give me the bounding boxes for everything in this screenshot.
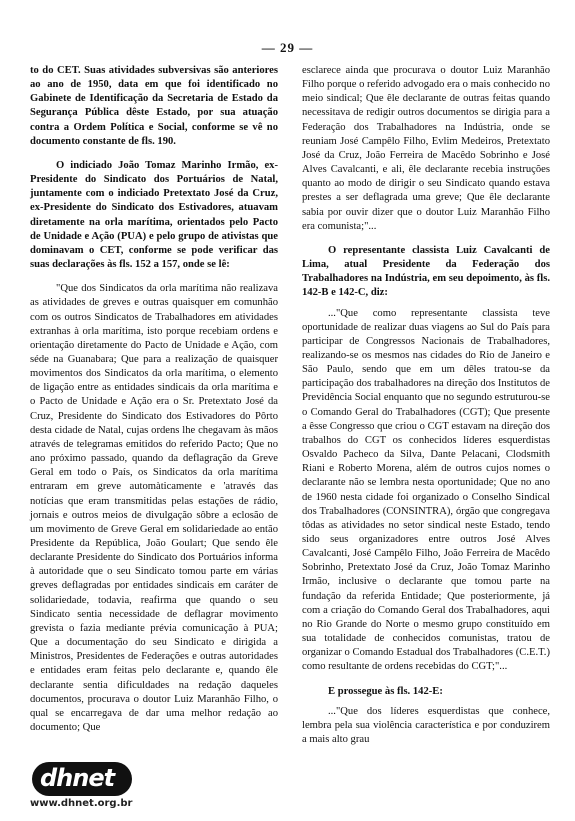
page-number: — 29 —	[261, 40, 314, 55]
right-column	[302, 64, 550, 747]
right-quote-2: ..."Que dos líderes esquerdistas que conhece, lembra pela sua violência característica e por conduzirem a mais alto grau	[302, 705, 550, 746]
right-quote: ..."Que como representante classista teve oportunidade de realizar duas viagens ao Sul do País para participar de Congressos Nacionais de Trabalhadores, realizando-se os mesmos nas cidades do Rio de Janeiro e São Paulo, sendo que em um dêles tratou-se da participação dos trabalhadores na direção dos Institutos de Previdência Social enquanto que no segundo estruturou-se o Comando Geral do Trabalhadores (CGT); Que presente a êsse Congresso que criou o CGT estavam na direção dos trabalhos do CGT os conhecidos líderes esquerdistas Osvaldo Pacheco da Silva, Dante Pelacani, Clodsmith Riani e Roberto Morena, além de outros cujos nomes o declarante não se lembra nesta oportunidade; Que no ano de 1960 nesta cidade foi organizado o Conselho Sindical dos Trabalhadores (CONSINTRA), órgão que congregava tôdas as atividades no setor sindical neste Estado, tendo sido seus organizadores entre outros José Alves Cavalcanti, José Campêlo Filho, João Ferreira de Macêdo Sobrinho, Pretextato José da Cruz, João Tomaz Marinho Irmão, inclusive o declarante que tomou parte na fundação da referida Entidade; Que posteriormente, já com a criação do Comando Geral dos Trabalhadores, aqui no Rio Grande do Norte o mesmo grupo constituído em sua totalidade de conhecidos comunistas, tratou de organizar o Comando Estadual dos Trabalhadores (C.E.T.) como resultante de ordens recebidas do CGT;"...	[302, 307, 550, 673]
left-column	[30, 64, 278, 735]
logo-text: dhnet	[40, 764, 115, 792]
right-paragraph-1: esclarece ainda que procurava o doutor Luiz Maranhão Filho porque o referido advogado era o mais conhecido no meio sindical; Que êle declarante de outras feitas quando necessitava de redigir outros documentos se dirigia para a Federação dos Trabalhadores na Indústria, onde se reuniam José Campêlo Filho, Evlim Medeiros, Pretextato José da Cruz, João Ferreira de Macêdo Sobrinho e José Alves Cavalcanti, e ali, êle declarante recebia instruções quanto ao modo de dirigir o seu Sindicato quando estava prestes a ser deflagrada uma greve; Que êle declarante sabia por ouvir dizer que o doutor Luiz Maranhão Filho era comunista;"...	[302, 65, 550, 232]
dhnet-logo[interactable]	[30, 762, 158, 812]
logo-url[interactable]: www.dhnet.org.br	[30, 798, 133, 809]
left-paragraph-1: to do CET. Suas atividades subversivas são anteriores ao ano de 1950, data em que foi identificado no Gabinete de Identificação da Secretaria de Estado da Segurança Pública dêste Estado, por sua atuação contra a Ordem Política e Social, conforme se vê no documento constante de fls. 190.	[30, 65, 278, 147]
right-paragraph-3: E prossegue às fls. 142-E:	[328, 685, 443, 697]
right-paragraph-2: O representante classista Luiz Cavalcanti de Lima, atual Presidente da Federação dos Trabalhadores na Indústria, em seu depoimento, às fls. 142-B e 142-C, diz:	[302, 244, 550, 299]
left-paragraph-2: O indiciado João Tomaz Marinho Irmão, ex-Presidente do Sindicato dos Portuários de Natal, juntamente com o indiciado Pretextato José da Cruz, ex-Presidente do Sindicato dos Estivadores, atuavam diretamente na orla marítima, orientados pelo Pacto de Unidade e Ação (PUA) e pelo grupo de ativistas que dominavam o CET, conforme se pode verificar das suas declarações às fls. 152 a 157, onde se lê:	[30, 159, 278, 271]
left-quote: "Que dos Sindicatos da orla marítima não realizava as atividades de greves e outras quaisquer em comunhão com os outros Sindicatos de Trabalhadores em atividades extranhas à orla marítima, isto porque recebiam ordens e orientação diretamente do Pacto de Unidade e Ação, com séde na Guanabara; Que para a realização de quaisquer movimentos dos Sindicatos da orla marítima, o elemento de ligação entre as entidades sindicais da orla marítima e o Pacto de Unidade e Ação era o Sr. Pretextato José da Cruz, Presidente do Sindicato dos Estivadores do Pôrto desta cidade de Natal, cujas ordens lhe chegavam às mãos através de telegramas emitidos do referido Pacto; Que no ano próximo passado, quando da deflagração da Greve Geral em todo o País, os Sindicatos da orla marítima entraram em greve automàticamente e 'através das notícias que eram transmitidas pelas estações de rádio, jornais e outros meios de divulgação sôbre a eclosão de um movimento de Greve Geral em solidariedade ao então Presidente da República, João Goulart; Que sendo êle declarante Presidente do Sindicato dos Portuários informa à autoridade que o seu Sindicato tomou parte em várias greves deflagradas por entidades sindicais em caráter de solidariedade, todavia, reafirma que quando o seu Sindicato sentia necessidade de deflagrar movimento grevista o fazia mediante prévia comunicação à PUA; Que a documentação do seu Sindicato e dirigida a Ministros, Presidentes de Federações e outras autoridades e entidades eram feitas pelo declarante e, quando êle declarante sentia dificuldades na redação daqueles documentos, procurava o doutor Luiz Maranhão Filho, o qual se encarregava de dar uma melhor redação ao documento; Que	[30, 283, 278, 734]
